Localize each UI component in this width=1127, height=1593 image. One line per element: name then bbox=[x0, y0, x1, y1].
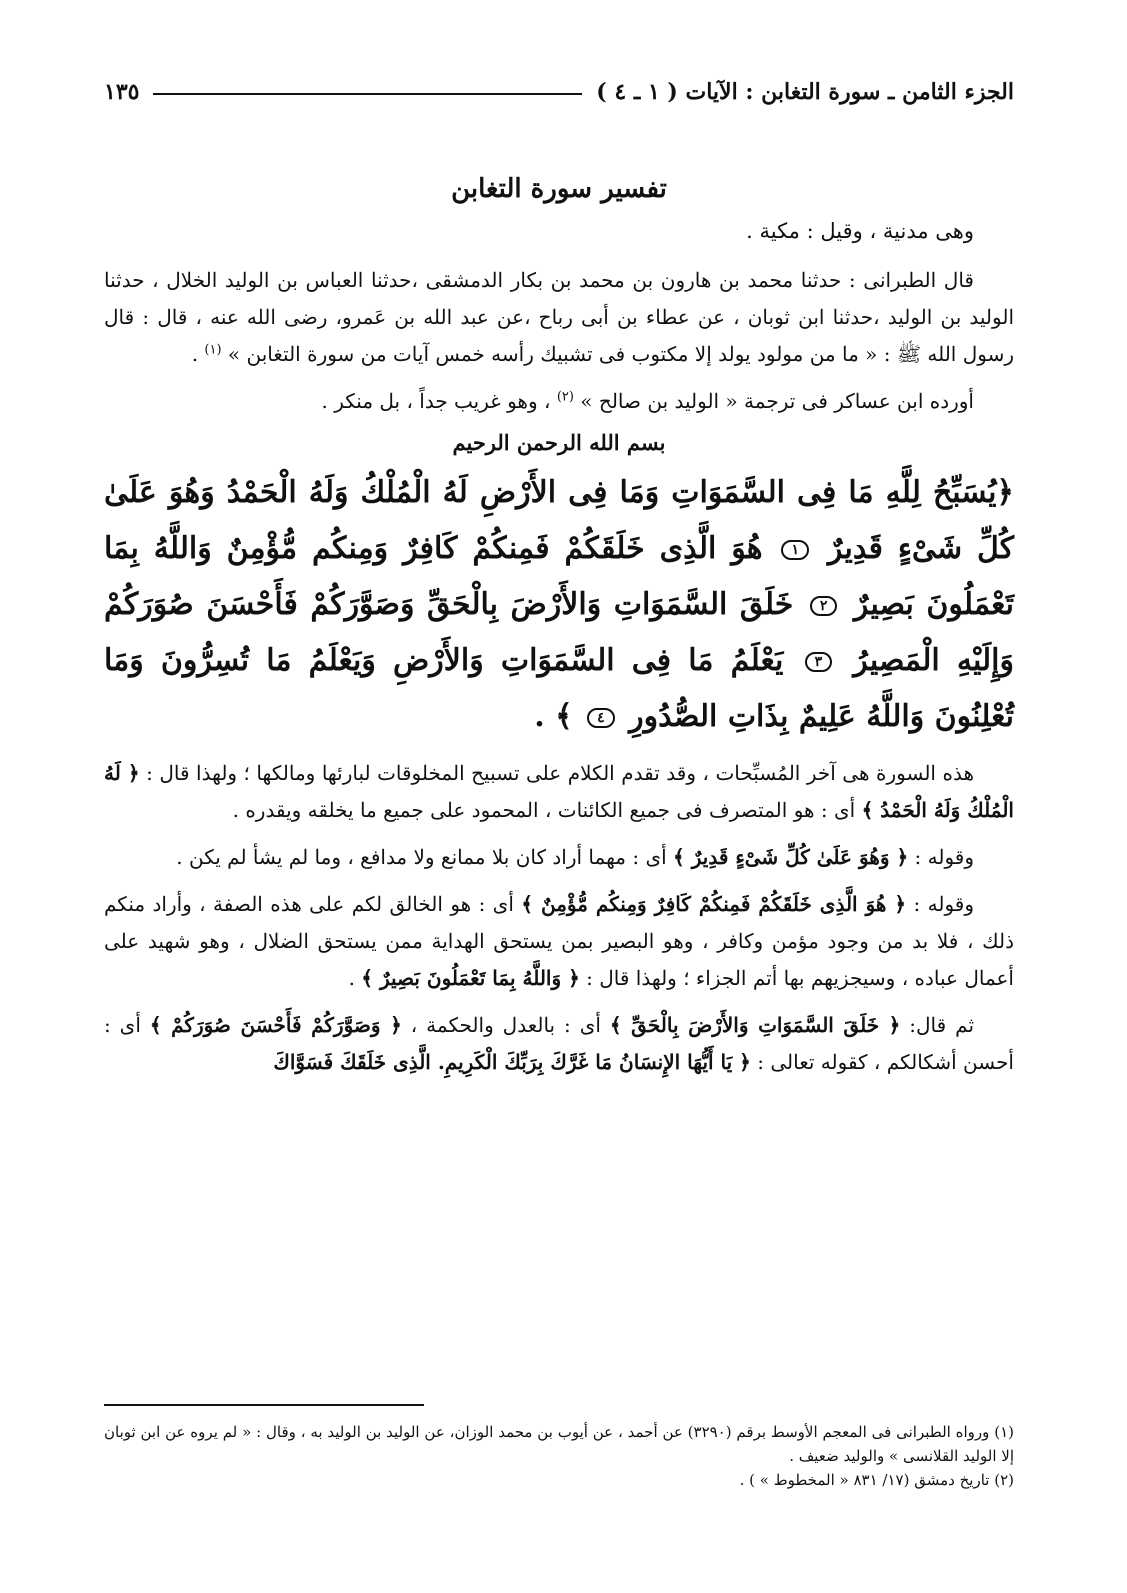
commentary-text: وقوله : bbox=[908, 845, 974, 869]
quote-verse: ﴿ وَصَوَّرَكُمْ فَأَحْسَنَ صُوَرَكُمْ ﴾ bbox=[149, 1013, 402, 1037]
running-title: الجزء الثامن ـ سورة التغابن : الآيات ( ١ ـ ٤ ) bbox=[596, 79, 1014, 105]
quote-verse: ﴿ خَلَقَ السَّمَوَاتِ وَالأَرْضَ بِالْحَقِّ ﴾ bbox=[609, 1013, 901, 1037]
footnote-1: (١) ورواه الطبرانى فى المعجم الأوسط برقم (٣٢٩٠) عن أحمد ، عن أيوب بن محمد الوزان، عن الوليد بن الوليد به ، وقال : « لم يروه عن ابن ثوبان إلا الوليد القلانسى » والوليد ضعيف . bbox=[104, 1423, 1015, 1465]
ayah-number-1: ١ bbox=[781, 540, 809, 560]
quote-verse: ﴿ هُوَ الَّذِى خَلَقَكُمْ فَمِنكُمْ كَافِرٌ وَمِنكُم مُّؤْمِنٌ ﴾ bbox=[521, 892, 907, 916]
verse-open-bracket: ﴿ bbox=[996, 475, 1014, 510]
commentary-text: أى : بالعدل والحكمة ، bbox=[401, 1013, 610, 1037]
footnote-ref-2[interactable]: (٢) bbox=[556, 389, 574, 405]
footnote-2: (٢) تاريخ دمشق (١٧/ ٨٣١ « المخطوط » ) . bbox=[739, 1471, 1014, 1489]
book-page bbox=[104, 70, 1014, 1550]
verse-1: يُسَبِّحُ لِلَّهِ مَا فِى السَّمَوَاتِ وَمَا فِى الأَرْضِ لَهُ الْمُلْكُ وَلَهُ الْحَمْدُ وَهُوَ عَلَىٰ كُلِّ شَىْءٍ قَدِيرٌ bbox=[104, 475, 1014, 566]
commentary-text: ثم قال: bbox=[900, 1013, 975, 1037]
surah-title: تفسير سورة التغابن bbox=[451, 174, 667, 204]
header-rule bbox=[153, 93, 582, 95]
quote-verse: ﴿ وَاللَّهُ بِمَا تَعْمَلُونَ بَصِيرٌ ﴾ bbox=[361, 966, 580, 990]
basmala: بسم الله الرحمن الرحيم bbox=[452, 430, 666, 455]
commentary-text: أى : هو المتصرف فى جميع الكائنات ، المحمود على جميع ما يخلقه ويقدره . bbox=[232, 798, 862, 822]
commentary-paragraph-4 bbox=[104, 1007, 1014, 1081]
footnote-rule bbox=[104, 1404, 424, 1406]
verse-2: هُوَ الَّذِى خَلَقَكُمْ فَمِنكُمْ كَافِرٌ وَمِنكُم مُّؤْمِنٌ وَاللَّهُ بِمَا تَعْمَلُونَ بَصِيرٌ bbox=[104, 531, 1014, 622]
verse-4: يَعْلَمُ مَا فِى السَّمَوَاتِ وَالأَرْضِ وَيَعْلَمُ مَا تُسِرُّونَ وَمَا تُعْلِنُونَ وَاللَّهُ عَلِيمٌ بِذَاتِ الصُّدُورِ bbox=[104, 643, 1014, 734]
footnotes bbox=[104, 1404, 1014, 1492]
hadith-paragraph bbox=[104, 262, 1014, 373]
quote-verse: ﴿ وَهُوَ عَلَىٰ كُلِّ شَىْءٍ قَدِيرٌ ﴾ bbox=[673, 845, 909, 869]
page-header bbox=[104, 70, 1014, 114]
commentary-paragraph-3 bbox=[104, 886, 1014, 997]
verse-3: خَلَقَ السَّمَوَاتِ وَالأَرْضَ بِالْحَقِّ وَصَوَّرَكُمْ فَأَحْسَنَ صُوَرَكُمْ وَإِلَيْهِ الْمَصِيرُ bbox=[104, 587, 1015, 678]
ibn-asakir-after: ، وهو غريب جداً ، بل منكر . bbox=[321, 389, 557, 413]
intro-paragraph: وهى مدنية ، وقيل : مكية . bbox=[746, 219, 974, 243]
footnote-ref-1[interactable]: (١) bbox=[204, 342, 222, 358]
commentary-text: أى : مهما أراد كان بلا ممانع ولا مدافع ، وما لم يشأ لم يكن . bbox=[176, 845, 674, 869]
commentary-text: وقوله : bbox=[906, 892, 975, 916]
commentary-text: هذه السورة هى آخر المُسبِّحات ، وقد تقدم الكلام على تسبيح المخلوقات لبارئها ومالكها ؛ ولهذا قال : bbox=[139, 761, 974, 785]
hadith-text: قال الطبرانى : حدثنا محمد بن هارون بن محمد بن بكار الدمشقى ،حدثنا العباس بن الوليد الخلال ، حدثنا الوليد بن الوليد ،حدثنا ابن ثوبان ، عن عطاء بن أبى رباح ،عن عبد الله بن عَمرو، رضى الله عنه ، قال : قال رسول الله ﷺ : « ما من مولود يولد إلا مكتوب فى تشبيك رأسه خمس آيات من سورة التغابن » bbox=[104, 268, 1014, 366]
ibn-asakir-paragraph bbox=[104, 383, 1014, 420]
ayah-number-4: ٤ bbox=[587, 708, 615, 728]
commentary-text: . bbox=[348, 966, 362, 990]
hadith-end: . bbox=[191, 342, 205, 366]
page-number: ١٣٥ bbox=[104, 79, 140, 105]
commentary-paragraph-2 bbox=[104, 839, 1014, 876]
commentary-paragraph-1 bbox=[104, 755, 1014, 829]
footnote-rule-wrap bbox=[104, 1404, 1014, 1406]
quran-verses bbox=[104, 465, 1014, 745]
ibn-asakir-before: أورده ابن عساكر فى ترجمة « الوليد بن صالح » bbox=[573, 389, 974, 413]
commentary-text: أى : هو الخالق لكم على هذه الصفة ، وأراد منكم ذلك ، فلا بد من وجود مؤمن وكافر ، وهو البصير بمن يستحق الهداية ممن يستحق الضلال ، وهو شهيد على أعمال عباده ، وسيجزيهم بها أتم الجزاء ؛ ولهذا قال : bbox=[104, 892, 1014, 990]
quote-verse: ﴿ لَهُ الْمُلْكُ وَلَهُ الْحَمْدُ ﴾ bbox=[104, 761, 1014, 822]
commentary-text: أى : أحسن أشكالكم ، كقوله تعالى : bbox=[104, 1013, 1014, 1074]
quote-verse: ﴿ يَا أَيُّهَا الإِنسَانُ مَا غَرَّكَ بِرَبِّكَ الْكَرِيمِ. الَّذِى خَلَقَكَ فَسَوَّاكَ bbox=[273, 1050, 751, 1074]
verse-close-bracket: ﴾ . bbox=[534, 699, 573, 734]
ayah-number-2: ٢ bbox=[810, 596, 838, 616]
ayah-number-3: ٣ bbox=[805, 652, 833, 672]
